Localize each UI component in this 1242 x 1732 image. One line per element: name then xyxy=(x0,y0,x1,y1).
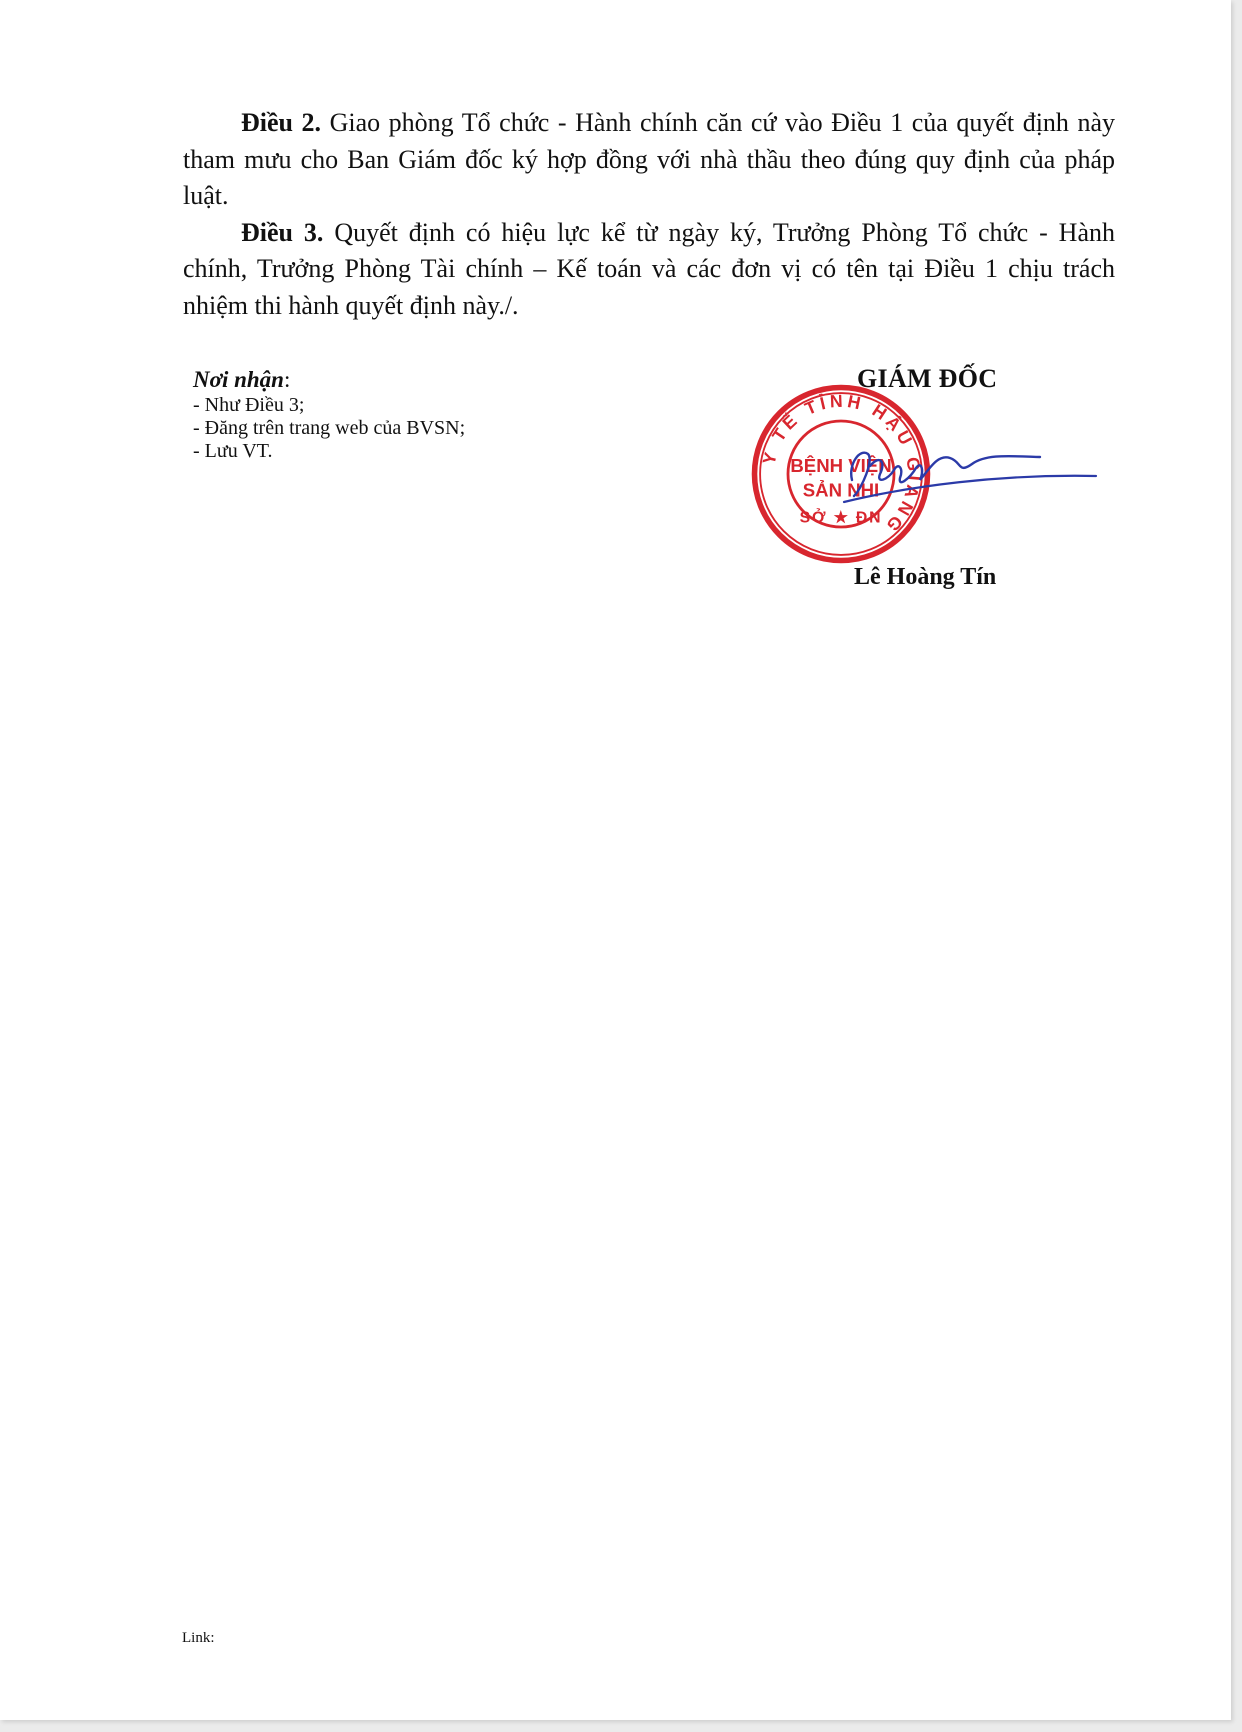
handwritten-signature xyxy=(840,440,1100,520)
recipient-item: - Như Điều 3; xyxy=(193,394,305,416)
recipients-block xyxy=(193,366,465,463)
director-title: GIÁM ĐỐC xyxy=(857,364,998,393)
article-2-text: Giao phòng Tổ chức - Hành chính căn cứ vào Điều 1 của quyết định này tham mưu cho Ban Giám đốc ký hợp đồng với nhà thầu theo đúng quy định của pháp luật. xyxy=(183,108,1115,210)
seal-outer-text: Y TẾ TỈNH HẬU GIANG xyxy=(758,390,925,539)
articles-section xyxy=(183,105,1115,324)
seal-bottom-text: SỞ ★ ĐN xyxy=(799,509,883,527)
recipient-item: - Lưu VT. xyxy=(193,440,273,462)
recipients-title-text: Nơi nhận xyxy=(193,367,284,392)
seal-inner-line-1: BỆNH VIỆN xyxy=(790,455,892,477)
recipients-title-colon: : xyxy=(283,367,291,392)
footer-link-label: Link: xyxy=(182,1630,215,1646)
article-3 xyxy=(183,215,1115,325)
article-3-heading: Điều 3. xyxy=(241,217,324,247)
director-name: Lê Hoàng Tín xyxy=(854,564,997,590)
recipients-title xyxy=(193,366,465,394)
recipient-item: - Đăng trên trang web của BVSN; xyxy=(193,417,466,439)
article-3-text: Quyết định có hiệu lực kể từ ngày ký, Trưởng Phòng Tổ chức - Hành chính, Trưởng Phòng Tài chính – Kế toán và các đơn vị có tên tại Điều 1 chịu trách nhiệm thi hành quyết định này./. xyxy=(183,217,1115,320)
article-2 xyxy=(183,105,1115,215)
seal-inner-line-2: SẢN NHI xyxy=(802,479,880,501)
article-2-heading: Điều 2. xyxy=(241,108,322,137)
